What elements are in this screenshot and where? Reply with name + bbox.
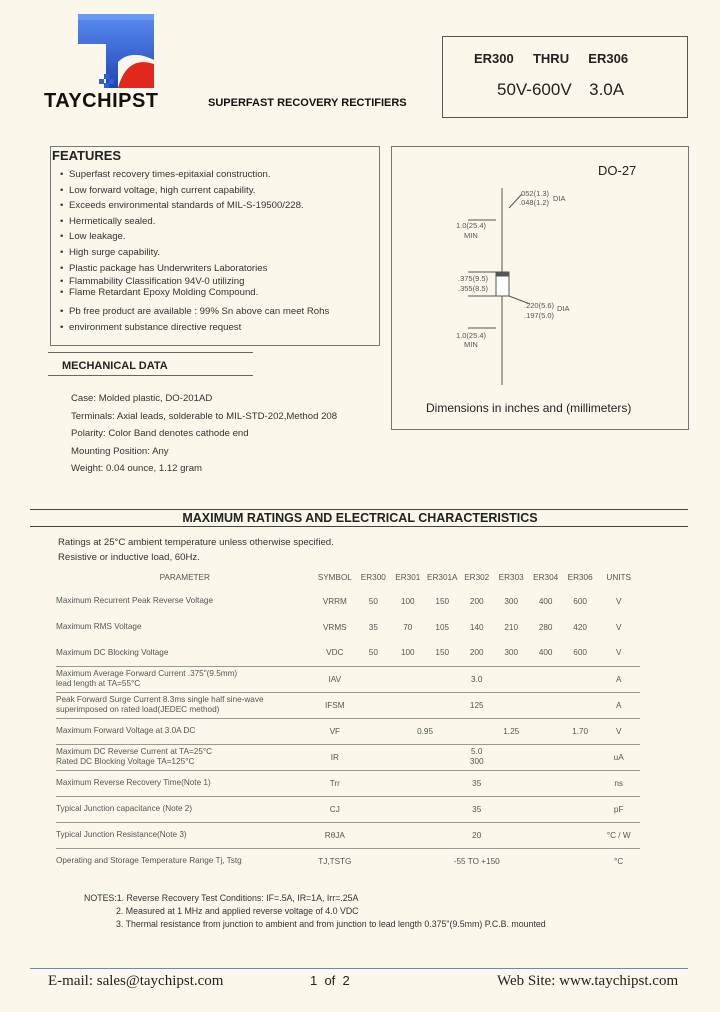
table-row bbox=[56, 770, 640, 796]
table-cell: V bbox=[597, 718, 640, 744]
table-row bbox=[56, 796, 640, 822]
table-cell: Maximum Recurrent Peak Reverse Voltage bbox=[56, 596, 213, 605]
lead-min-a: MIN bbox=[464, 231, 478, 240]
table-row bbox=[56, 640, 640, 666]
table-cell: 300 bbox=[504, 648, 519, 658]
features-list bbox=[60, 167, 370, 335]
table-cell: uA bbox=[597, 744, 640, 770]
footer-website[interactable]: Web Site: www.taychipst.com bbox=[497, 973, 679, 989]
header-cell: ER306 bbox=[567, 572, 593, 582]
header-cell: UNITS bbox=[606, 572, 631, 582]
table-cell: Maximum Forward Voltage at 3.0A DC bbox=[56, 718, 314, 744]
body-length-a: .375(9.5) bbox=[458, 274, 489, 283]
table-cell: 420 bbox=[573, 622, 587, 632]
ratings-note-temperature: Ratings at 25°C ambient temperature unless otherwise specified. bbox=[58, 537, 334, 548]
body-dia-label: DIA bbox=[557, 304, 570, 313]
body-dia-a: .220(5.6) bbox=[524, 301, 555, 310]
table-cell: A bbox=[597, 692, 640, 718]
table-cell: ns bbox=[597, 770, 640, 796]
package-name: DO-27 bbox=[598, 163, 637, 178]
table-cell: 0.95 bbox=[356, 718, 494, 744]
product-subtitle: SUPERFAST RECOVERY RECTIFIERS bbox=[208, 97, 407, 109]
mechanical-item: Case: Molded plastic, DO-201AD bbox=[71, 393, 213, 404]
mechanical-item: Weight: 0.04 ounce, 1.12 gram bbox=[71, 463, 203, 474]
footer-email[interactable]: E-mail: sales@taychipst.com bbox=[48, 973, 224, 989]
table-cell: °C / W bbox=[597, 822, 640, 848]
table-row bbox=[56, 692, 640, 718]
table-cell: 600 bbox=[573, 596, 587, 606]
header-cell: ER304 bbox=[533, 572, 559, 582]
table-cell: V bbox=[615, 596, 622, 606]
ratings-table bbox=[56, 566, 640, 874]
ratings-note-load: Resistive or inductive load, 60Hz. bbox=[58, 552, 200, 563]
header-cell: ER301A bbox=[427, 572, 458, 582]
table-cell: 280 bbox=[538, 622, 553, 632]
table-cell: Maximum Average Forward Current .375"(9.5mm) lead length at TA=55°C bbox=[56, 666, 314, 692]
feature-item: • Superfast recovery times-epitaxial construction. bbox=[60, 167, 370, 183]
table-cell: VF bbox=[314, 718, 357, 744]
header-cell: ER302 bbox=[464, 572, 490, 582]
table-cell: 35 bbox=[356, 796, 597, 822]
lead-dia-b: .048(1.2) bbox=[519, 198, 550, 207]
divider bbox=[48, 352, 253, 353]
notes-block bbox=[84, 892, 546, 930]
table-cell: pF bbox=[597, 796, 640, 822]
header-cell: ER303 bbox=[498, 572, 524, 582]
feature-item: • Hermetically sealed. bbox=[60, 214, 370, 230]
features-title: FEATURES bbox=[52, 148, 122, 163]
table-cell: IR bbox=[314, 744, 357, 770]
feature-item: • Exceeds environmental standards of MIL-S-19500/228. bbox=[60, 198, 370, 214]
table-cell: VRRM bbox=[322, 596, 347, 606]
divider bbox=[30, 509, 688, 510]
table-cell: 70 bbox=[403, 622, 413, 632]
table-cell: V bbox=[615, 648, 622, 658]
table-cell: 125 bbox=[356, 692, 597, 718]
header-cell: SYMBOL bbox=[317, 572, 352, 582]
table-cell: 35 bbox=[368, 622, 378, 632]
lead-length-a: 1.0(25.4) bbox=[456, 221, 487, 230]
table-cell: 1.25 bbox=[494, 718, 528, 744]
note-line: 2. Measured at 1 MHz and applied reverse voltage of 4.0 VDC bbox=[116, 905, 359, 916]
feature-item: • High surge capability. bbox=[60, 245, 370, 261]
body-length-b: .355(8.5) bbox=[458, 284, 489, 293]
table-row bbox=[56, 588, 640, 614]
table-header-row bbox=[56, 566, 640, 588]
brand-name: TAYCHIPST bbox=[44, 90, 159, 112]
table-cell: Maximum Reverse Recovery Time(Note 1) bbox=[56, 770, 314, 796]
table-cell: Typical Junction capacitance (Note 2) bbox=[56, 796, 314, 822]
feature-item: • Plastic package has Underwriters Laboratories bbox=[60, 261, 370, 277]
divider bbox=[48, 375, 253, 376]
table-cell: 400 bbox=[538, 596, 553, 606]
lead-dia-a: .052(1.3) bbox=[519, 189, 550, 198]
table-cell: 50 bbox=[368, 596, 378, 606]
package-caption: Dimensions in inches and (millimeters) bbox=[426, 401, 632, 415]
table-cell: 300 bbox=[504, 596, 519, 606]
footer-divider bbox=[30, 968, 688, 969]
header-cell: PARAMETER bbox=[159, 572, 210, 582]
table-cell: Trr bbox=[314, 770, 357, 796]
feature-item: • Low leakage. bbox=[60, 229, 370, 245]
table-cell: 150 bbox=[435, 596, 450, 606]
note-line: NOTES:1. Reverse Recovery Test Conditions: IF=.5A, IR=1A, Irr=.25A bbox=[84, 893, 359, 903]
part-rating-spec: 50V-600V 3.0A bbox=[497, 80, 625, 99]
table-cell: 100 bbox=[400, 596, 415, 606]
table-cell: Typical Junction Resistance(Note 3) bbox=[56, 822, 314, 848]
table-row bbox=[56, 848, 640, 874]
table-cell: -55 TO +150 bbox=[356, 848, 597, 874]
table-cell: 1.70 bbox=[563, 718, 597, 744]
table-cell: 200 bbox=[469, 596, 484, 606]
part-number-box bbox=[442, 36, 688, 118]
divider bbox=[30, 526, 688, 527]
lead-min-b: MIN bbox=[464, 340, 478, 349]
table-cell: 35 bbox=[356, 770, 597, 796]
feature-item: • Flame Retardant Epoxy Molding Compound. bbox=[60, 287, 370, 298]
feature-item: • Flammability Classification 94V-0 utilizing bbox=[60, 276, 370, 287]
mechanical-item: Polarity: Color Band denotes cathode end bbox=[71, 428, 249, 439]
page-number: 1 of 2 bbox=[310, 973, 350, 988]
table-cell: VDC bbox=[326, 648, 344, 658]
table-row bbox=[56, 718, 640, 744]
mechanical-item: Terminals: Axial leads, solderable to MIL-STD-202,Method 208 bbox=[71, 410, 338, 422]
feature-item: • Pb free product are available : 99% Sn above can meet Rohs bbox=[60, 304, 370, 320]
taychipst-logo-icon bbox=[78, 14, 154, 88]
table-cell: Maximum DC Blocking Voltage bbox=[56, 647, 169, 657]
table-cell: 600 bbox=[573, 648, 587, 658]
table-cell: 140 bbox=[469, 622, 484, 632]
table-cell: 20 bbox=[356, 822, 597, 848]
header-cell: ER300 bbox=[360, 572, 386, 582]
lead-dia-label: DIA bbox=[553, 194, 566, 203]
table-cell: V bbox=[615, 622, 622, 632]
table-cell: 400 bbox=[538, 648, 553, 658]
note-line: 3. Thermal resistance from junction to ambient and from junction to lead length 0.375"(9.5mm) P.C.B. mounted bbox=[116, 918, 546, 929]
table-cell: 200 bbox=[469, 648, 484, 658]
table-cell: IAV bbox=[314, 666, 357, 692]
table-row bbox=[56, 744, 640, 770]
header-cell: ER301 bbox=[395, 572, 421, 582]
lead-length-b: 1.0(25.4) bbox=[456, 331, 487, 340]
table-cell: 50 bbox=[368, 648, 378, 658]
table-cell: A bbox=[597, 666, 640, 692]
table-cell: RθJA bbox=[314, 822, 357, 848]
table-cell bbox=[528, 718, 562, 744]
table-cell: 100 bbox=[400, 648, 415, 658]
mechanical-list bbox=[71, 390, 337, 478]
table-cell: 5.0 300 bbox=[356, 744, 597, 770]
table-cell: Maximum DC Reverse Current at TA=25°C Rated DC Blocking Voltage TA=125°C bbox=[56, 744, 314, 770]
table-row bbox=[56, 822, 640, 848]
table-cell: Maximum RMS Voltage bbox=[56, 622, 142, 631]
table-cell: CJ bbox=[314, 796, 357, 822]
do27-package-drawing bbox=[440, 180, 620, 390]
table-cell: 105 bbox=[435, 622, 450, 632]
part-range-title: ER300 THRU ER306 bbox=[474, 51, 629, 66]
table-row bbox=[56, 614, 640, 640]
table-cell: IFSM bbox=[314, 692, 357, 718]
table-cell: °C bbox=[597, 848, 640, 874]
mechanical-item: Mounting Position: Any bbox=[71, 445, 169, 457]
table-cell: VRMS bbox=[322, 622, 347, 632]
table-cell: Peak Forward Surge Current 8.3ms single half sine-wave superimposed on rated load(JEDEC method) bbox=[56, 692, 314, 718]
table-row bbox=[56, 666, 640, 692]
body-dia-b: .197(5.0) bbox=[524, 311, 555, 320]
ratings-title: MAXIMUM RATINGS AND ELECTRICAL CHARACTERISTICS bbox=[182, 511, 538, 525]
table-cell: 210 bbox=[504, 622, 519, 632]
table-cell: Operating and Storage Temperature Range Tj, Tstg bbox=[56, 848, 314, 874]
table-cell: TJ,TSTG bbox=[314, 848, 357, 874]
table-cell: 150 bbox=[435, 648, 450, 658]
feature-item: • Low forward voltage, high current capability. bbox=[60, 183, 370, 199]
feature-item: • environment substance directive request bbox=[60, 320, 370, 336]
mechanical-title: MECHANICAL DATA bbox=[62, 360, 168, 372]
table-cell: 3.0 bbox=[356, 666, 597, 692]
